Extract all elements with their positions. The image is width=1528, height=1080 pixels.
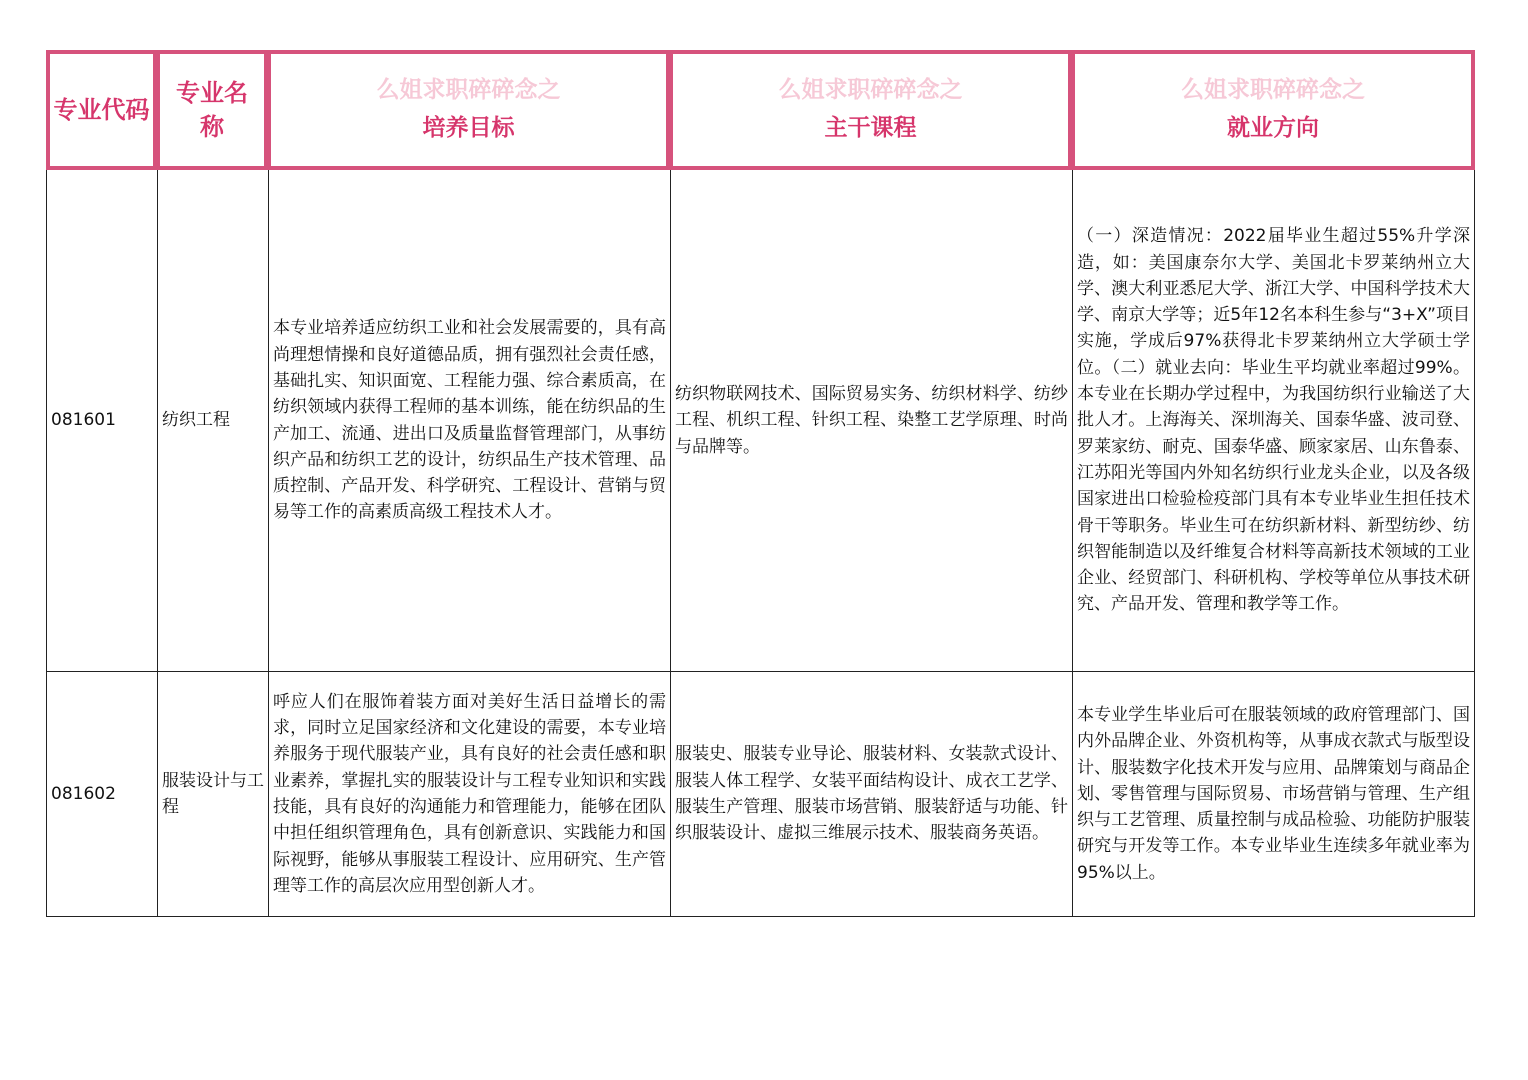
employment-direction: （一）深造情况：2022届毕业生超过55%升学深造，如：美国康奈尔大学、美国北卡罗莱纳州立大学、澳大利亚悉尼大学、浙江大学、中国科学技术大学、南京大学等；近5年12名本科生参与“3+X”项目实施，学成后97%获得北卡罗莱纳州立大学硕士学位。（二）就业去向：毕业生平均就业率超过99%。本专业在长期办学过程中，为我国纺织行业输送了大批人才。上海海关、深圳海关、国泰华盛、波司登、罗莱家纺、耐克、国泰华盛、顾家家居、山东鲁泰、江苏阳光等国内外知名纺织行业龙头企业，以及各级国家进出口检验检疫部门具有本专业毕业生担任技术骨干等职务。毕业生可在纺织新材料、新型纺纱、纺织智能制造以及纤维复合材料等高新技术领域的工业企业、经贸部门、科研机构、学校等单位从事技术研究、产品开发、管理和教学等工作。 xyxy=(1077,226,1470,615)
header-code-cell xyxy=(46,50,157,170)
header-job-label: 就业方向 xyxy=(1227,115,1319,141)
header-watermark: 么姐求职碎碎念之 xyxy=(778,77,963,103)
header-goal-cell xyxy=(268,50,670,170)
header-code-label: 专业代码 xyxy=(53,96,150,124)
header-name-cell xyxy=(157,50,268,170)
goal-cell xyxy=(268,170,670,672)
job-cell xyxy=(1072,170,1475,672)
name-cell xyxy=(157,672,268,917)
training-goal: 呼应人们在服饰着装方面对美好生活日益增长的需求，同时立足国家经济和文化建设的需要，本专业培养服务于现代服装产业，具有良好的社会责任感和职业素养，掌握扎实的服装设计与工程专业知识和实践技能，具有良好的沟通能力和管理能力，能够在团队中担任组织管理角色，具有创新意识、实践能力和国际视野，能够从事服装工程设计、应用研究、生产管理等工作的高层次应用型创新人才。 xyxy=(273,691,666,896)
header-watermark: 么姐求职碎碎念之 xyxy=(376,77,561,103)
major-code: 081601 xyxy=(51,410,116,431)
main-courses: 纺织物联网技术、国际贸易实务、纺织材料学、纺纱工程、机织工程、针织工程、染整工艺学原理、时尚与品牌等。 xyxy=(675,384,1068,457)
course-cell xyxy=(670,672,1072,917)
major-name: 纺织工程 xyxy=(162,410,230,431)
code-cell xyxy=(46,170,157,672)
major-code: 081602 xyxy=(51,783,116,804)
major-name: 服装设计与工程 xyxy=(162,770,264,817)
major-table xyxy=(46,50,1475,917)
header-course-cell xyxy=(670,50,1072,170)
code-cell xyxy=(46,672,157,917)
header-goal-label: 培养目标 xyxy=(422,115,515,141)
job-cell xyxy=(1072,672,1475,917)
name-cell xyxy=(157,170,268,672)
header-name-label: 专业名称 xyxy=(176,79,248,141)
main-courses: 服装史、服装专业导论、服装材料、女装款式设计、服装人体工程学、女装平面结构设计、成衣工艺学、服装生产管理、服装市场营销、服装舒适与功能、针织服装设计、虚拟三维展示技术、服装商务英语。 xyxy=(675,744,1068,844)
header-job-cell xyxy=(1072,50,1475,170)
table-row xyxy=(46,170,1475,672)
table-row xyxy=(46,672,1475,917)
employment-direction: 本专业学生毕业后可在服装领域的政府管理部门、国内外品牌企业、外资机构等，从事成衣款式与版型设计、服装数字化技术开发与应用、品牌策划与商品企划、零售管理与国际贸易、市场营销与管理、生产组织与工艺管理、质量控制与成品检验、功能防护服装研究与开发等工作。本专业毕业生连续多年就业率为95%以上。 xyxy=(1077,704,1470,883)
goal-cell xyxy=(268,672,670,917)
course-cell xyxy=(670,170,1072,672)
header-watermark: 么姐求职碎碎念之 xyxy=(1181,77,1365,103)
table-header-row xyxy=(46,50,1475,170)
header-course-label: 主干课程 xyxy=(824,115,917,141)
training-goal: 本专业培养适应纺织工业和社会发展需要的，具有高尚理想情操和良好道德品质，拥有强烈社会责任感，基础扎实、知识面宽、工程能力强、综合素质高，在纺织领域内获得工程师的基本训练，能在纺织品的生产加工、流通、进出口及质量监督管理部门，从事纺织产品和纺织工艺的设计，纺织品生产技术管理、品质控制、产品开发、科学研究、工程设计、营销与贸易等工作的高素质高级工程技术人才。 xyxy=(273,318,666,523)
